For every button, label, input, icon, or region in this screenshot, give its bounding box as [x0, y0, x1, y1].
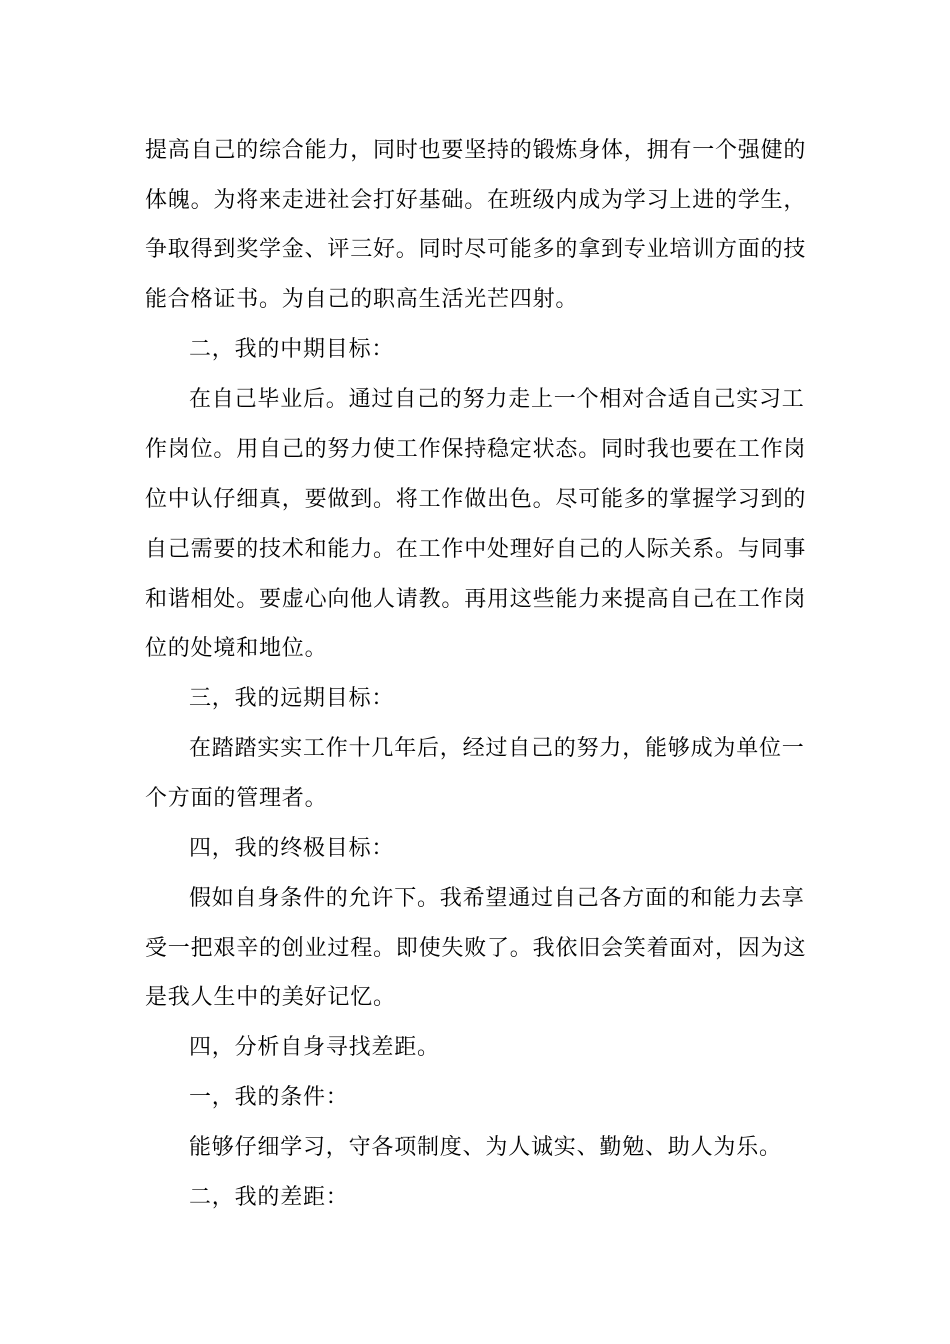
text-line: 和谐相处。要虚心向他人请教。再用这些能力来提高自己在工作岗 — [145, 587, 807, 612]
text-line: 体魄。为将来走进社会打好基础。在班级内成为学习上进的学生， — [145, 188, 807, 213]
section-heading: 四，分析自身寻找差距。 — [189, 1035, 440, 1060]
section-heading: 四，我的终极目标： — [189, 836, 395, 861]
section-heading: 二，我的差距： — [189, 1185, 349, 1210]
section-heading: 三，我的远期目标： — [189, 686, 395, 711]
text-line: 位的处境和地位。 — [145, 636, 328, 661]
section-heading: 二，我的中期目标： — [189, 337, 395, 362]
text-line: 争取得到奖学金、评三好。同时尽可能多的拿到专业培训方面的技 — [145, 237, 807, 262]
text-line: 在自己毕业后。通过自己的努力走上一个相对合适自己实习工 — [189, 387, 805, 412]
text-line: 能够仔细学习，守各项制度、为人诚实、勤勉、助人为乐。 — [189, 1135, 782, 1160]
text-line: 是我人生中的美好记忆。 — [145, 985, 396, 1010]
text-line: 自己需要的技术和能力。在工作中处理好自己的人际关系。与同事 — [145, 537, 807, 562]
text-line: 个方面的管理者。 — [145, 786, 328, 811]
text-line: 假如自身条件的允许下。我希望通过自己各方面的和能力去享 — [189, 886, 805, 911]
text-line: 能合格证书。为自己的职高生活光芒四射。 — [145, 287, 579, 312]
section-heading: 一，我的条件： — [189, 1085, 349, 1110]
text-line: 位中认仔细真，要做到。将工作做出色。尽可能多的掌握学习到的 — [145, 487, 807, 512]
text-line: 受一把艰辛的创业过程。即使失败了。我依旧会笑着面对，因为这 — [145, 936, 807, 961]
text-line: 在踏踏实实工作十几年后，经过自己的努力，能够成为单位一 — [189, 736, 805, 761]
text-line: 作岗位。用自己的努力使工作保持稳定状态。同时我也要在工作岗 — [145, 437, 807, 462]
text-line: 提高自己的综合能力，同时也要坚持的锻炼身体，拥有一个强健的 — [145, 138, 807, 163]
